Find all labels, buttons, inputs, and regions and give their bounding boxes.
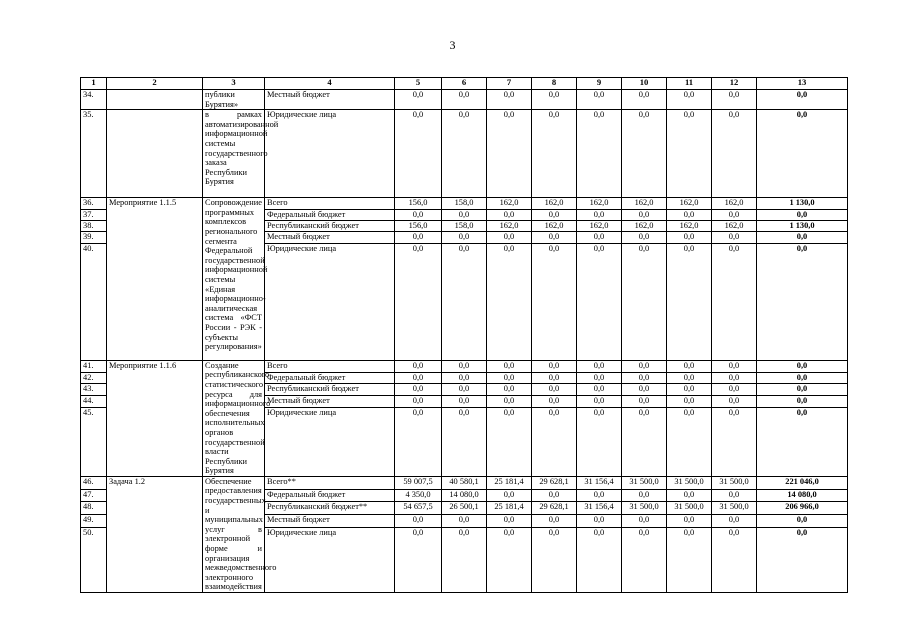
- value-cell: 0,0: [667, 527, 712, 592]
- total-cell: 14 080,0: [757, 489, 848, 502]
- value-cell: 0,0: [442, 527, 487, 592]
- total-cell: 0,0: [757, 372, 848, 384]
- value-cell: 0,0: [532, 384, 577, 396]
- value-cell: 0,0: [487, 527, 532, 592]
- funding-source-cell: Всего: [265, 360, 395, 372]
- total-cell: 0,0: [757, 243, 848, 360]
- value-cell: 162,0: [667, 220, 712, 231]
- column-header: 8: [532, 78, 577, 90]
- total-cell: 0,0: [757, 396, 848, 408]
- row-number-cell: 35.: [81, 110, 107, 198]
- value-cell: 0,0: [622, 396, 667, 408]
- value-cell: 0,0: [532, 527, 577, 592]
- value-cell: 0,0: [667, 407, 712, 476]
- row-number-cell: 48.: [81, 502, 107, 515]
- value-cell: 0,0: [667, 232, 712, 243]
- value-cell: 0,0: [622, 360, 667, 372]
- total-cell: 0,0: [757, 209, 848, 220]
- value-cell: 0,0: [487, 396, 532, 408]
- value-cell: 0,0: [442, 515, 487, 528]
- value-cell: 0,0: [577, 407, 622, 476]
- value-cell: 14 080,0: [442, 489, 487, 502]
- value-cell: 0,0: [622, 384, 667, 396]
- value-cell: 0,0: [622, 209, 667, 220]
- value-cell: 31 500,0: [712, 502, 757, 515]
- table-row: [81, 476, 848, 489]
- value-cell: 0,0: [667, 515, 712, 528]
- item-description-cell: Создание республиканского статистического ресурса для информационного обеспечения исполнительных органов государственной власти Республики Бурятия: [203, 360, 265, 476]
- funding-source-cell: Юридические лица: [265, 110, 395, 198]
- total-cell: 0,0: [757, 110, 848, 198]
- item-name-cell: [107, 110, 203, 198]
- value-cell: 0,0: [487, 90, 532, 110]
- row-number-cell: 43.: [81, 384, 107, 396]
- value-cell: 0,0: [622, 243, 667, 360]
- total-cell: 0,0: [757, 232, 848, 243]
- funding-source-cell: Местный бюджет: [265, 515, 395, 528]
- value-cell: 0,0: [667, 90, 712, 110]
- value-cell: 0,0: [442, 407, 487, 476]
- funding-source-cell: Республиканский бюджет: [265, 384, 395, 396]
- value-cell: 0,0: [667, 360, 712, 372]
- row-number-cell: 39.: [81, 232, 107, 243]
- value-cell: 0,0: [577, 243, 622, 360]
- table-body: [81, 90, 848, 593]
- value-cell: 31 500,0: [622, 476, 667, 489]
- value-cell: 31 500,0: [712, 476, 757, 489]
- value-cell: 0,0: [577, 527, 622, 592]
- value-cell: 0,0: [442, 209, 487, 220]
- value-cell: 0,0: [442, 243, 487, 360]
- column-header: 3: [203, 78, 265, 90]
- funding-source-cell: Федеральный бюджет: [265, 372, 395, 384]
- value-cell: 31 500,0: [667, 476, 712, 489]
- value-cell: 0,0: [622, 407, 667, 476]
- value-cell: 0,0: [622, 489, 667, 502]
- value-cell: 0,0: [712, 515, 757, 528]
- row-number-cell: 49.: [81, 515, 107, 528]
- table-row: [81, 360, 848, 372]
- value-cell: 40 580,1: [442, 476, 487, 489]
- item-name-cell: Мероприятие 1.1.6: [107, 360, 203, 476]
- page-number: 3: [449, 38, 456, 52]
- item-name-cell: Задача 1.2: [107, 476, 203, 592]
- item-description-cell: в рамках автоматизированной информационной системы государственного заказа Республики Бурятия: [203, 110, 265, 198]
- value-cell: 31 156,4: [577, 502, 622, 515]
- column-header: 4: [265, 78, 395, 90]
- column-header: 6: [442, 78, 487, 90]
- value-cell: 0,0: [395, 384, 442, 396]
- value-cell: 0,0: [442, 110, 487, 198]
- item-description-cell: публики Бурятия»: [203, 90, 265, 110]
- value-cell: 162,0: [622, 220, 667, 231]
- value-cell: 31 156,4: [577, 476, 622, 489]
- value-cell: 0,0: [712, 243, 757, 360]
- value-cell: 0,0: [622, 372, 667, 384]
- value-cell: 0,0: [487, 489, 532, 502]
- column-header: 1: [81, 78, 107, 90]
- value-cell: 0,0: [532, 396, 577, 408]
- value-cell: 0,0: [667, 396, 712, 408]
- value-cell: 0,0: [442, 232, 487, 243]
- value-cell: 0,0: [487, 384, 532, 396]
- row-number-cell: 46.: [81, 476, 107, 489]
- total-cell: 221 046,0: [757, 476, 848, 489]
- funding-source-cell: Юридические лица: [265, 243, 395, 360]
- value-cell: 0,0: [442, 396, 487, 408]
- row-number-cell: 44.: [81, 396, 107, 408]
- table-row: [81, 110, 848, 198]
- value-cell: 54 657,5: [395, 502, 442, 515]
- value-cell: 0,0: [487, 407, 532, 476]
- value-cell: 0,0: [395, 407, 442, 476]
- funding-source-cell: Юридические лица: [265, 407, 395, 476]
- value-cell: 0,0: [667, 110, 712, 198]
- total-cell: 0,0: [757, 90, 848, 110]
- value-cell: 162,0: [532, 198, 577, 209]
- value-cell: 158,0: [442, 198, 487, 209]
- column-header: 13: [757, 78, 848, 90]
- row-number-cell: 37.: [81, 209, 107, 220]
- funding-source-cell: Республиканский бюджет: [265, 220, 395, 231]
- row-number-cell: 38.: [81, 220, 107, 231]
- row-number-cell: 50.: [81, 527, 107, 592]
- value-cell: 0,0: [622, 527, 667, 592]
- value-cell: 0,0: [487, 360, 532, 372]
- value-cell: 162,0: [667, 198, 712, 209]
- funding-source-cell: Местный бюджет: [265, 232, 395, 243]
- value-cell: 25 181,4: [487, 502, 532, 515]
- total-cell: 0,0: [757, 527, 848, 592]
- value-cell: 0,0: [395, 360, 442, 372]
- value-cell: 0,0: [577, 489, 622, 502]
- value-cell: 162,0: [577, 198, 622, 209]
- value-cell: 0,0: [712, 527, 757, 592]
- value-cell: 0,0: [395, 209, 442, 220]
- value-cell: 4 350,0: [395, 489, 442, 502]
- value-cell: 0,0: [712, 489, 757, 502]
- value-cell: 0,0: [532, 90, 577, 110]
- value-cell: 0,0: [487, 209, 532, 220]
- value-cell: 0,0: [622, 90, 667, 110]
- value-cell: 0,0: [442, 360, 487, 372]
- value-cell: 31 500,0: [667, 502, 712, 515]
- funding-source-cell: Федеральный бюджет: [265, 489, 395, 502]
- column-header: 5: [395, 78, 442, 90]
- value-cell: 0,0: [712, 232, 757, 243]
- value-cell: 0,0: [622, 232, 667, 243]
- header-row: [81, 78, 848, 90]
- row-number-cell: 45.: [81, 407, 107, 476]
- column-header: 11: [667, 78, 712, 90]
- value-cell: 0,0: [532, 360, 577, 372]
- value-cell: 0,0: [577, 360, 622, 372]
- column-header: 10: [622, 78, 667, 90]
- budget-table: [80, 77, 848, 593]
- value-cell: 0,0: [395, 527, 442, 592]
- value-cell: 0,0: [487, 110, 532, 198]
- value-cell: 0,0: [577, 515, 622, 528]
- column-header: 9: [577, 78, 622, 90]
- value-cell: 0,0: [395, 232, 442, 243]
- value-cell: 162,0: [712, 220, 757, 231]
- value-cell: 0,0: [577, 209, 622, 220]
- value-cell: 0,0: [667, 489, 712, 502]
- table-row: [81, 198, 848, 209]
- value-cell: 0,0: [577, 90, 622, 110]
- value-cell: 0,0: [712, 384, 757, 396]
- value-cell: 0,0: [712, 90, 757, 110]
- total-cell: 1 130,0: [757, 198, 848, 209]
- value-cell: 162,0: [532, 220, 577, 231]
- value-cell: 0,0: [532, 515, 577, 528]
- total-cell: 1 130,0: [757, 220, 848, 231]
- value-cell: 0,0: [395, 90, 442, 110]
- value-cell: 0,0: [532, 243, 577, 360]
- value-cell: 0,0: [532, 209, 577, 220]
- item-description-cell: Обеспечение предоставления государственных и муниципальных услуг в электронной форме и организация межведомственного электронного взаимодействия: [203, 476, 265, 592]
- item-description-cell: Сопровождение программных комплексов регионального сегмента Федеральной государственной информационной системы «Единая информационно-аналитическая система «ФСТ России - РЭК - субъекты регулирования»: [203, 198, 265, 361]
- value-cell: 0,0: [532, 232, 577, 243]
- value-cell: 26 500,1: [442, 502, 487, 515]
- value-cell: 0,0: [577, 372, 622, 384]
- value-cell: 0,0: [667, 209, 712, 220]
- value-cell: 0,0: [442, 384, 487, 396]
- value-cell: 0,0: [442, 90, 487, 110]
- value-cell: 0,0: [577, 396, 622, 408]
- value-cell: 0,0: [622, 110, 667, 198]
- funding-source-cell: Федеральный бюджет: [265, 209, 395, 220]
- row-number-cell: 47.: [81, 489, 107, 502]
- total-cell: 0,0: [757, 407, 848, 476]
- row-number-cell: 40.: [81, 243, 107, 360]
- column-header: 7: [487, 78, 532, 90]
- value-cell: 0,0: [667, 384, 712, 396]
- value-cell: 0,0: [395, 515, 442, 528]
- value-cell: 158,0: [442, 220, 487, 231]
- value-cell: 0,0: [622, 515, 667, 528]
- value-cell: 59 007,5: [395, 476, 442, 489]
- total-cell: 0,0: [757, 384, 848, 396]
- value-cell: 0,0: [577, 110, 622, 198]
- funding-source-cell: Республиканский бюджет**: [265, 502, 395, 515]
- funding-source-cell: Всего**: [265, 476, 395, 489]
- value-cell: 0,0: [395, 396, 442, 408]
- value-cell: 0,0: [712, 372, 757, 384]
- table-row: [81, 90, 848, 110]
- value-cell: 0,0: [532, 489, 577, 502]
- row-number-cell: 36.: [81, 198, 107, 209]
- funding-source-cell: Местный бюджет: [265, 90, 395, 110]
- column-header: 2: [107, 78, 203, 90]
- funding-source-cell: Местный бюджет: [265, 396, 395, 408]
- value-cell: 162,0: [622, 198, 667, 209]
- value-cell: 0,0: [577, 232, 622, 243]
- item-name-cell: [107, 90, 203, 110]
- total-cell: 0,0: [757, 360, 848, 372]
- funding-source-cell: Всего: [265, 198, 395, 209]
- total-cell: 206 966,0: [757, 502, 848, 515]
- value-cell: 0,0: [532, 110, 577, 198]
- row-number-cell: 42.: [81, 372, 107, 384]
- value-cell: 162,0: [487, 198, 532, 209]
- value-cell: 0,0: [712, 396, 757, 408]
- value-cell: 0,0: [712, 407, 757, 476]
- value-cell: 0,0: [487, 515, 532, 528]
- value-cell: 0,0: [667, 243, 712, 360]
- value-cell: 0,0: [442, 372, 487, 384]
- value-cell: 162,0: [712, 198, 757, 209]
- value-cell: 0,0: [487, 232, 532, 243]
- value-cell: 0,0: [577, 384, 622, 396]
- value-cell: 162,0: [577, 220, 622, 231]
- value-cell: 0,0: [395, 110, 442, 198]
- value-cell: 0,0: [712, 360, 757, 372]
- value-cell: 0,0: [712, 209, 757, 220]
- value-cell: 156,0: [395, 198, 442, 209]
- total-cell: 0,0: [757, 515, 848, 528]
- funding-source-cell: Юридические лица: [265, 527, 395, 592]
- value-cell: 25 181,4: [487, 476, 532, 489]
- value-cell: 31 500,0: [622, 502, 667, 515]
- value-cell: 162,0: [487, 220, 532, 231]
- value-cell: 156,0: [395, 220, 442, 231]
- value-cell: 0,0: [487, 243, 532, 360]
- value-cell: 29 628,1: [532, 476, 577, 489]
- value-cell: 0,0: [487, 372, 532, 384]
- value-cell: 0,0: [712, 110, 757, 198]
- column-header: 12: [712, 78, 757, 90]
- value-cell: 0,0: [395, 243, 442, 360]
- value-cell: 0,0: [532, 372, 577, 384]
- row-number-cell: 41.: [81, 360, 107, 372]
- item-name-cell: Мероприятие 1.1.5: [107, 198, 203, 361]
- row-number-cell: 34.: [81, 90, 107, 110]
- value-cell: 29 628,1: [532, 502, 577, 515]
- value-cell: 0,0: [532, 407, 577, 476]
- value-cell: 0,0: [667, 372, 712, 384]
- value-cell: 0,0: [395, 372, 442, 384]
